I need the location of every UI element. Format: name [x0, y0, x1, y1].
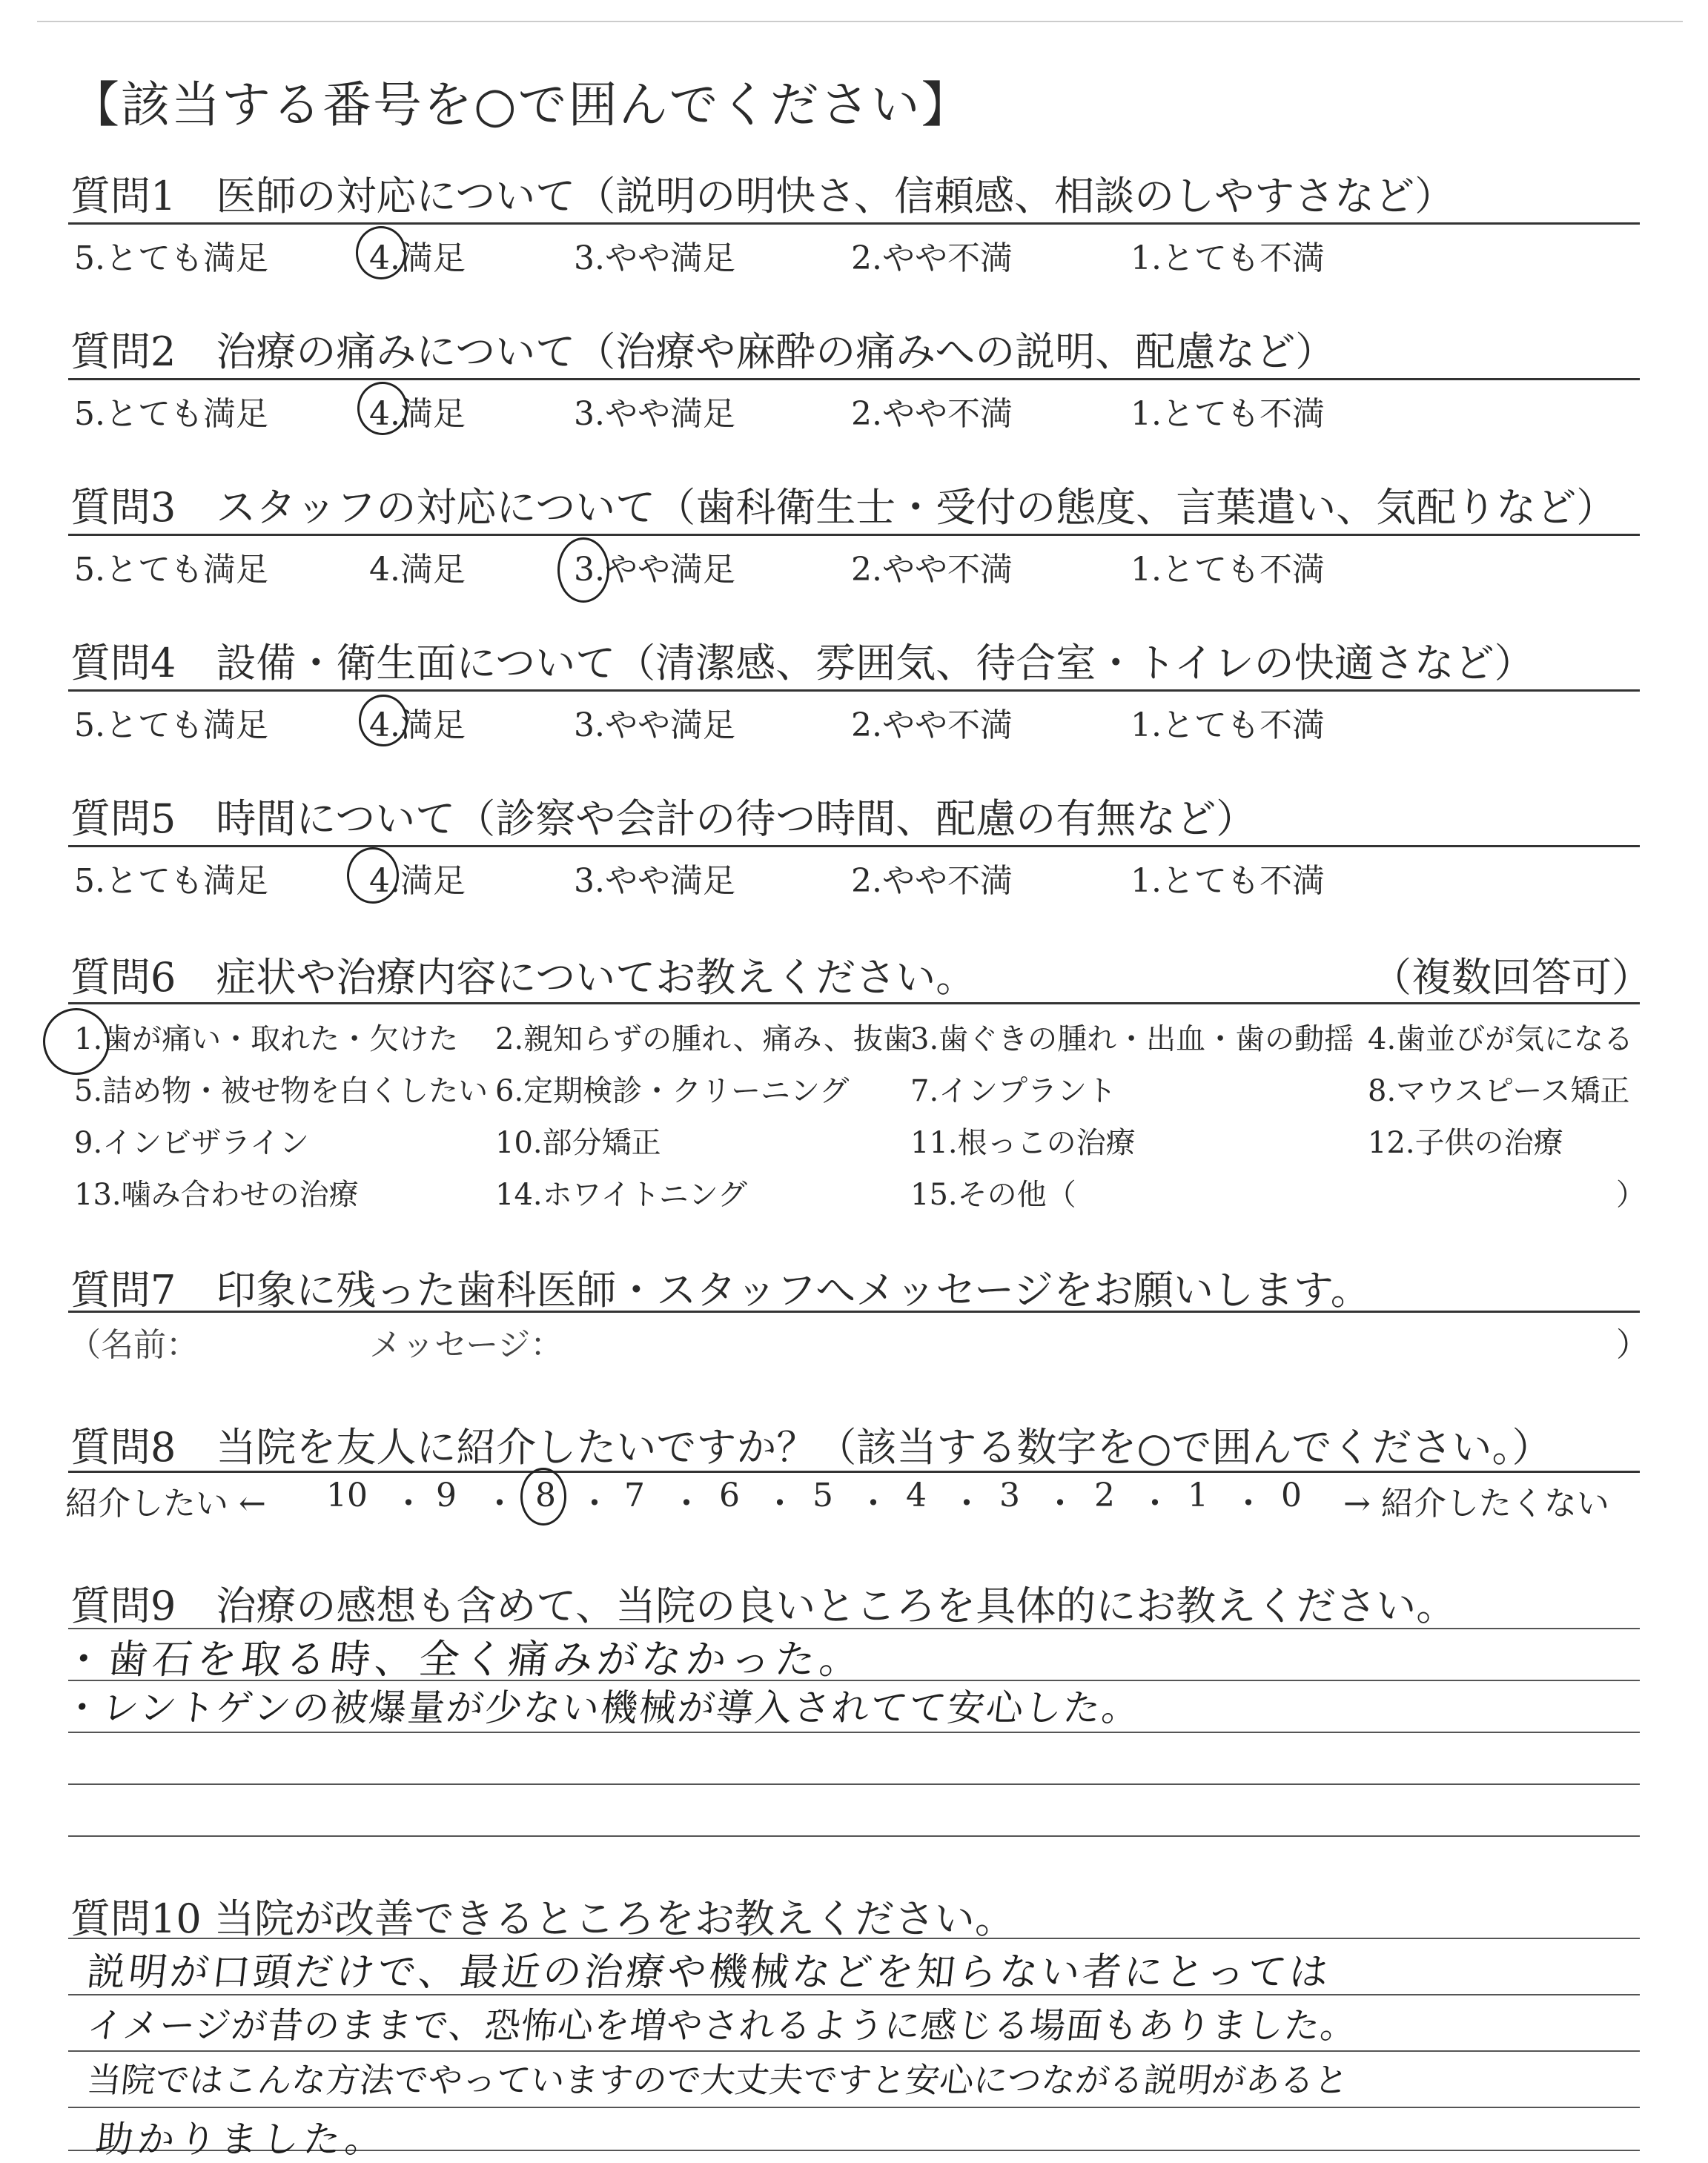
q2-option-5[interactable]: 5.とても満足 [74, 395, 268, 433]
divider [68, 1471, 1640, 1473]
q1-option-3[interactable]: 3.やや満足 [574, 239, 735, 277]
q7-close-paren: ） [1616, 1326, 1649, 1364]
q8-left-label: 紹介したい ← [65, 1485, 266, 1523]
q8-dot: ・ [1232, 1485, 1265, 1523]
q6-item-13[interactable]: 13.噛み合わせの治療 [74, 1178, 359, 1212]
q6-selection-circle [43, 1008, 110, 1075]
q2-option-1[interactable]: 1.とても不満 [1131, 395, 1325, 433]
divider [68, 378, 1640, 380]
q4-option-5[interactable]: 5.とても満足 [74, 706, 268, 744]
answer-line [68, 1732, 1640, 1733]
answer-line [68, 2107, 1640, 2108]
q1-option-2[interactable]: 2.やや不満 [851, 239, 1013, 277]
q3-selection-circle [557, 537, 609, 603]
q6-multiple-answer-note: （複数回答可） [1371, 954, 1652, 1001]
q8-right-label: → 紹介したくない [1343, 1485, 1609, 1523]
q4-option-1[interactable]: 1.とても不満 [1131, 706, 1325, 744]
q6-item-5[interactable]: 5.詰め物・被せ物を白くしたい [74, 1074, 489, 1108]
q8-dot: ・ [578, 1485, 611, 1523]
q10-handwritten-answer-1: 説明が口頭だけで、最近の治療や機械などを知らない者にとっては [85, 1950, 1334, 1995]
q5-option-1[interactable]: 1.とても不満 [1131, 862, 1325, 900]
q3-option-5[interactable]: 5.とても満足 [74, 551, 268, 589]
q3-option-4[interactable]: 4.満足 [369, 551, 466, 589]
q6-item-10[interactable]: 10.部分矯正 [495, 1126, 661, 1160]
q8-scale-0[interactable]: 0 [1281, 1477, 1302, 1514]
q4-selection-circle [359, 695, 408, 746]
question-6-label: 質問6 症状や治療内容についてお教えください。 [70, 954, 976, 1001]
q5-selection-circle [347, 847, 399, 904]
q8-scale-6[interactable]: 6 [719, 1477, 740, 1514]
q6-item-9[interactable]: 9.インビザライン [74, 1126, 309, 1160]
q6-other-close-paren: ） [1616, 1178, 1646, 1212]
q8-dot: ・ [1139, 1485, 1171, 1523]
q8-scale-4[interactable]: 4 [906, 1477, 927, 1514]
page-title: 【該当する番号を○で囲んでください】 [70, 76, 972, 133]
question-10-label: 質問10 当院が改善できるところをお教えください。 [70, 1895, 1015, 1942]
q1-selection-circle [356, 226, 406, 279]
answer-line [68, 2050, 1640, 2052]
q6-item-3[interactable]: 3.歯ぐきの腫れ・出血・歯の動揺 [910, 1022, 1354, 1056]
q8-dot: ・ [392, 1485, 425, 1523]
q10-handwritten-answer-2: イメージが昔のままで、恐怖心を増やされるように感じる場面もありました。 [85, 2005, 1360, 2047]
q10-handwritten-answer-3: 当院ではこんな方法でやっていますので大丈夫ですと安心につながる説明があると [85, 2060, 1351, 2100]
q8-dot: ・ [483, 1485, 516, 1523]
q6-item-1[interactable]: 1.歯が痛い・取れた・欠けた [74, 1022, 459, 1056]
answer-line [68, 1783, 1640, 1785]
q2-option-4[interactable]: 4.満足 [369, 395, 466, 433]
q8-dot: ・ [764, 1485, 796, 1523]
q8-dot: ・ [950, 1485, 983, 1523]
question-8-label: 質問8 当院を友人に紹介したいですか？（該当する数字を○で囲んでください。） [70, 1424, 1552, 1471]
q2-selection-circle [357, 382, 408, 435]
question-3-label: 質問3 スタッフの対応について（歯科衛生士・受付の態度、言葉遣い、気配りなど） [70, 484, 1617, 531]
q7-name-label: （名前： [68, 1326, 199, 1364]
q8-scale-5[interactable]: 5 [812, 1477, 833, 1514]
q5-option-4[interactable]: 4.満足 [369, 862, 466, 900]
q9-handwritten-answer-1: ・歯石を取る時、全く痛みがなかった。 [61, 1636, 867, 1683]
q2-option-3[interactable]: 3.やや満足 [574, 395, 735, 433]
question-9-label: 質問9 治療の感想も含めて、当院の良いところを具体的にお教えください。 [70, 1583, 1457, 1629]
divider [68, 534, 1640, 536]
q2-option-2[interactable]: 2.やや不満 [851, 395, 1013, 433]
q9-handwritten-answer-2: ・レントゲンの被爆量が少ない機械が導入されてて安心した。 [61, 1686, 1143, 1729]
q8-selection-circle [520, 1468, 566, 1526]
question-5-label: 質問5 時間について（診察や会計の待つ時間、配慮の有無など） [70, 795, 1257, 842]
divider [68, 1002, 1640, 1004]
q4-option-4[interactable]: 4.満足 [369, 706, 466, 744]
divider [68, 1311, 1640, 1313]
top-border [37, 21, 1683, 22]
q8-scale-8[interactable]: 8 [535, 1477, 556, 1514]
q5-option-5[interactable]: 5.とても満足 [74, 862, 268, 900]
q8-dot: ・ [857, 1485, 890, 1523]
divider [68, 845, 1640, 847]
q1-option-5[interactable]: 5.とても満足 [74, 239, 268, 277]
question-4-label: 質問4 設備・衛生面について（清潔感、雰囲気、待合室・トイレの快適さなど） [70, 640, 1535, 686]
q8-scale-9[interactable]: 9 [436, 1477, 457, 1514]
q6-item-14[interactable]: 14.ホワイトニング [495, 1178, 748, 1212]
answer-line [68, 1835, 1640, 1837]
q8-dot: ・ [1044, 1485, 1076, 1523]
q3-option-2[interactable]: 2.やや不満 [851, 551, 1013, 589]
q6-item-15[interactable]: 15.その他（ [910, 1178, 1076, 1212]
q8-dot: ・ [670, 1485, 703, 1523]
q8-scale-3[interactable]: 3 [999, 1477, 1020, 1514]
q6-item-7[interactable]: 7.インプラント [910, 1074, 1117, 1108]
divider [68, 689, 1640, 692]
q5-option-3[interactable]: 3.やや満足 [574, 862, 735, 900]
q6-item-2[interactable]: 2.親知らずの腫れ、痛み、抜歯 [495, 1022, 913, 1056]
q6-item-12[interactable]: 12.子供の治療 [1368, 1126, 1563, 1160]
q6-item-8[interactable]: 8.マウスピース矯正 [1368, 1074, 1630, 1108]
q8-scale-7[interactable]: 7 [624, 1477, 645, 1514]
q10-handwritten-answer-4: 助かりました。 [93, 2118, 389, 2161]
q6-item-4[interactable]: 4.歯並びが気になる [1368, 1022, 1634, 1056]
q7-message-label: メッセージ： [369, 1326, 563, 1364]
q4-option-3[interactable]: 3.やや満足 [574, 706, 735, 744]
question-2-label: 質問2 治療の痛みについて（治療や麻酔の痛みへの説明、配慮など） [70, 328, 1336, 375]
q3-option-1[interactable]: 1.とても不満 [1131, 551, 1325, 589]
q6-item-6[interactable]: 6.定期検診・クリーニング [495, 1074, 850, 1108]
divider [68, 222, 1640, 225]
q8-scale-2[interactable]: 2 [1094, 1477, 1115, 1514]
question-1-label: 質問1 医師の対応について（説明の明快さ、信頼感、相談のしやすさなど） [70, 173, 1455, 219]
q1-option-4[interactable]: 4.満足 [369, 239, 466, 277]
q6-item-11[interactable]: 11.根っこの治療 [910, 1126, 1136, 1160]
question-7-label: 質問7 印象に残った歯科医師・スタッフへメッセージをお願いします。 [70, 1267, 1371, 1314]
q4-option-2[interactable]: 2.やや不満 [851, 706, 1013, 744]
q1-option-1[interactable]: 1.とても不満 [1131, 239, 1325, 277]
q3-option-3[interactable]: 3.やや満足 [574, 551, 735, 589]
q8-scale-1[interactable]: 1 [1188, 1477, 1208, 1514]
q5-option-2[interactable]: 2.やや不満 [851, 862, 1013, 900]
q8-scale-10[interactable]: 10 [326, 1477, 368, 1514]
answer-line [68, 1938, 1640, 1939]
